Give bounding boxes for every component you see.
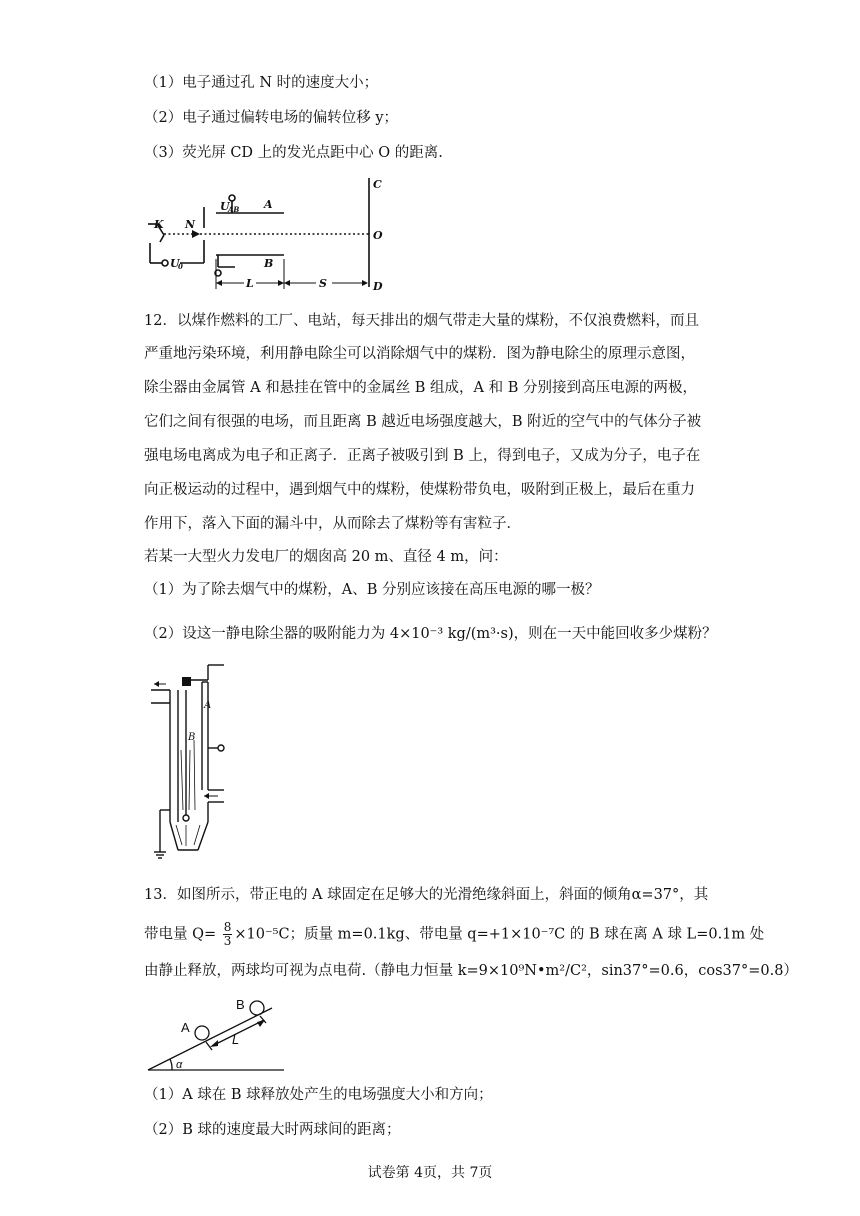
- q13-line-2: [144, 921, 764, 948]
- label-N: N: [185, 218, 196, 231]
- label-O: O: [373, 229, 383, 242]
- label-UAB: U: [220, 200, 230, 213]
- q12-line-7: 作用下，落入下面的漏斗中，从而除去了煤粉等有害粒子．: [144, 516, 521, 532]
- q12-line-3: 除尘器由金属管 A 和悬挂在管中的金属丝 B 组成，A 和 B 分别接到高压电源的两极，: [144, 380, 698, 396]
- fraction-denominator: 3: [223, 934, 232, 948]
- q12-line-1: 12．以煤作燃料的工厂、电站，每天排出的烟气带走大量的煤粉，不仅浪费燃料，而且: [144, 313, 699, 329]
- q12-line-2: 严重地污染环境，利用静电除尘可以消除烟气中的煤粉．图为静电除尘的原理示意图，: [144, 346, 695, 362]
- label-S: S: [319, 277, 327, 290]
- fraction-numerator: 8: [223, 920, 232, 934]
- q12-line-5: 强电场电离成为电子和正离子．正离子被吸引到 B 上，得到电子，又成为分子，电子在: [144, 448, 701, 464]
- label-A: A: [264, 198, 273, 211]
- q13-item-2: （2）B 球的速度最大时两球间的距离；: [144, 1122, 401, 1138]
- incline-label-L: L: [232, 1032, 240, 1047]
- q12-sub-2: [144, 624, 717, 644]
- q13-line-2-post: ×10⁻⁵C；质量 m=0.1kg、带电量 q=+1×10⁻⁷C 的 B 球在离 A 球 L=0.1m 处: [234, 926, 765, 943]
- q13-line-2-pre: 带电量 Q=: [144, 926, 221, 943]
- page-footer: 试卷第 4页，共 7页: [367, 1165, 493, 1181]
- incline-label-B: B: [236, 997, 245, 1012]
- label-UAB-sub: AB: [228, 205, 240, 214]
- q12-sub-2-pre: （2）设这一静电除尘器的吸附能力为: [144, 626, 390, 642]
- incline-label-alpha: α: [176, 1059, 183, 1071]
- label-U0: U: [170, 257, 180, 270]
- label-U0-sub: 0: [178, 262, 183, 271]
- label-B: B: [264, 257, 274, 270]
- q12-line-8: 若某一大型火力发电厂的烟囱高 20 m、直径 4 m，问：: [144, 549, 508, 565]
- q12-sub-2-post: ，则在一天中能回收多少煤粉？: [513, 626, 717, 642]
- q13-line-1: 13．如图所示，带正电的 A 球固定在足够大的光滑绝缘斜面上，斜面的倾角α=37°，其: [144, 887, 709, 903]
- q12-sub-2-formula: 4×10⁻³ kg/(m³·s): [389, 626, 514, 642]
- precip-label-B: B: [188, 732, 196, 743]
- incline-figure: [144, 990, 289, 1074]
- q12-sub-1: （1）为了除去烟气中的煤粉，A、B 分别应该接在高压电源的哪一极？: [144, 582, 600, 598]
- q12-line-4: 它们之间有很强的电场，而且距离 B 越近电场强度越大，B 附近的空气中的气体分子被: [144, 414, 702, 430]
- q12-line-6: 向正极运动的过程中，遇到烟气中的煤粉，使煤粉带负电，吸附到正极上，最后在重力: [144, 482, 695, 498]
- charge-fraction: [223, 921, 233, 948]
- label-D: D: [373, 280, 383, 293]
- label-K: K: [154, 218, 164, 231]
- precip-label-A: A: [204, 700, 212, 711]
- incline-label-A: A: [181, 1020, 190, 1035]
- electron-deflection-figure: [140, 175, 385, 295]
- q13-item-1: （1）A 球在 B 球释放处产生的电场强度大小和方向；: [144, 1087, 493, 1103]
- label-L: L: [246, 277, 254, 290]
- q11-item-3: （3）荧光屏 CD 上的发光点距中心 O 的距离.: [144, 145, 443, 161]
- label-C: C: [373, 178, 382, 191]
- q11-item-1: （1）电子通过孔 N 时的速度大小；: [144, 75, 379, 91]
- electrostatic-precipitator-figure: [146, 660, 226, 865]
- q11-item-2: （2）电子通过偏转电场的偏转位移 y；: [144, 110, 399, 126]
- q13-line-3: 由静止释放，两球均可视为点电荷.（静电力恒量 k=9×10⁹N•m²/C²，sin37°=0.6，cos37°=0.8）: [144, 963, 798, 979]
